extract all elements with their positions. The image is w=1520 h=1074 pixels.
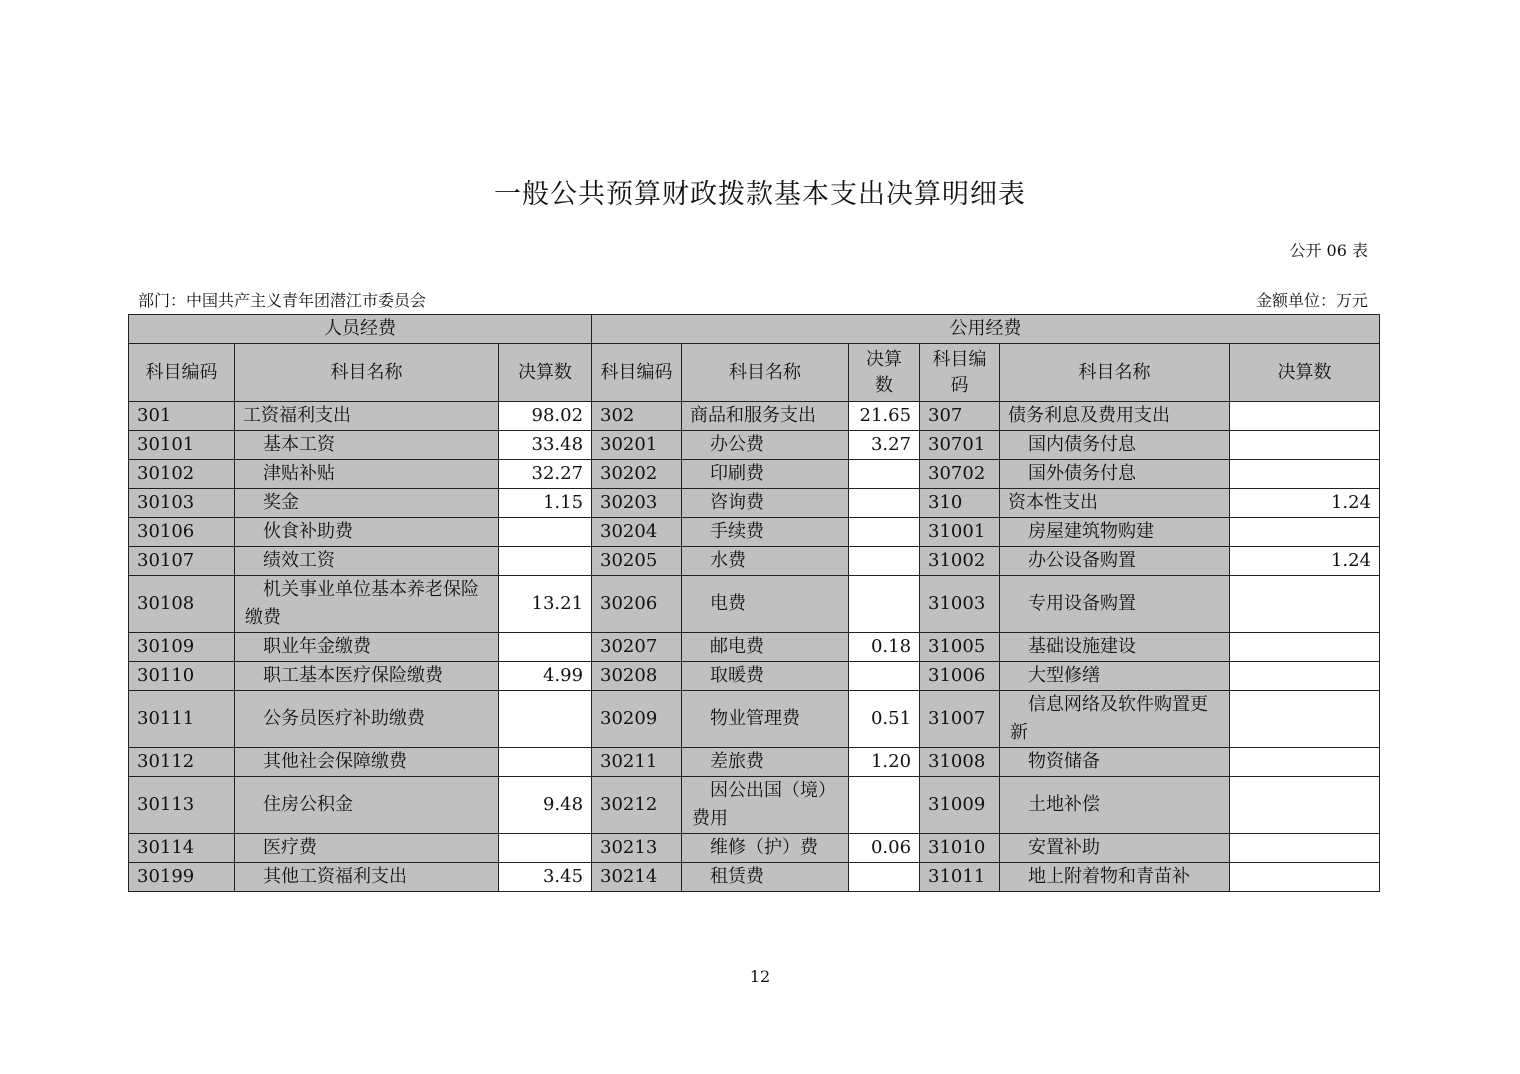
code-cell: 30212	[592, 777, 682, 834]
amount-cell: 0.06	[849, 834, 920, 863]
code-cell: 30112	[129, 748, 235, 777]
amount-cell	[849, 777, 920, 834]
form-number: 公开 06 表	[1289, 241, 1368, 260]
amount-cell	[499, 691, 592, 748]
amount-unit-label: 金额单位：万元	[1255, 291, 1368, 310]
name-cell: 债务利息及费用支出	[1000, 402, 1230, 431]
code-cell: 31002	[920, 547, 1000, 576]
name-cell: 咨询费	[682, 489, 849, 518]
code-cell: 30209	[592, 691, 682, 748]
amount-cell	[849, 489, 920, 518]
code-cell: 30204	[592, 518, 682, 547]
column-header-row	[129, 344, 1380, 402]
code-cell: 30214	[592, 863, 682, 892]
header-amount-3: 决算数	[1230, 344, 1380, 402]
amount-cell: 3.45	[499, 863, 592, 892]
amount-cell	[1230, 863, 1380, 892]
code-cell: 31009	[920, 777, 1000, 834]
code-cell: 31006	[920, 662, 1000, 691]
name-cell: 其他工资福利支出	[235, 863, 499, 892]
amount-cell: 1.24	[1230, 489, 1380, 518]
name-cell: 国外债务付息	[1000, 460, 1230, 489]
amount-cell: 0.18	[849, 633, 920, 662]
table-row	[129, 863, 1380, 892]
name-cell: 基础设施建设	[1000, 633, 1230, 662]
code-cell: 302	[592, 402, 682, 431]
expenditure-table	[128, 314, 1380, 892]
page-number: 12	[749, 967, 771, 986]
amount-cell: 21.65	[849, 402, 920, 431]
code-cell: 31008	[920, 748, 1000, 777]
code-cell: 30207	[592, 633, 682, 662]
code-cell: 30107	[129, 547, 235, 576]
header-code-1: 科目编码	[129, 344, 235, 402]
code-cell: 30103	[129, 489, 235, 518]
code-cell: 30199	[129, 863, 235, 892]
code-cell: 30213	[592, 834, 682, 863]
header-code-2	[592, 344, 682, 402]
code-cell: 30208	[592, 662, 682, 691]
code-cell: 31001	[920, 518, 1000, 547]
name-cell: 邮电费	[682, 633, 849, 662]
code-cell: 30110	[129, 662, 235, 691]
code-cell: 30701	[920, 431, 1000, 460]
amount-cell	[499, 834, 592, 863]
name-cell: 大型修缮	[1000, 662, 1230, 691]
code-cell: 30108	[129, 576, 235, 633]
amount-cell: 0.51	[849, 691, 920, 748]
name-cell: 水费	[682, 547, 849, 576]
code-cell: 30702	[920, 460, 1000, 489]
name-cell: 因公出国（境）费用	[682, 777, 849, 834]
table-row	[129, 547, 1380, 576]
code-cell: 30206	[592, 576, 682, 633]
table-row	[129, 691, 1380, 748]
table-row	[129, 431, 1380, 460]
section-header-row	[129, 315, 1380, 344]
amount-cell	[1230, 431, 1380, 460]
amount-cell	[849, 460, 920, 489]
table-row	[129, 662, 1380, 691]
amount-cell	[849, 863, 920, 892]
name-cell: 医疗费	[235, 834, 499, 863]
amount-cell	[849, 576, 920, 633]
code-cell: 30102	[129, 460, 235, 489]
name-cell: 土地补偿	[1000, 777, 1230, 834]
name-cell: 商品和服务支出	[682, 402, 849, 431]
section-personnel: 人员经费	[129, 315, 592, 344]
amount-cell: 13.21	[499, 576, 592, 633]
name-cell: 办公费	[682, 431, 849, 460]
name-cell: 印刷费	[682, 460, 849, 489]
code-cell: 30106	[129, 518, 235, 547]
name-cell: 职业年金缴费	[235, 633, 499, 662]
name-cell: 公务员医疗补助缴费	[235, 691, 499, 748]
code-cell: 31007	[920, 691, 1000, 748]
name-cell: 奖金	[235, 489, 499, 518]
header-name-3: 科目名称	[1000, 344, 1230, 402]
code-cell: 30201	[592, 431, 682, 460]
table-row	[129, 834, 1380, 863]
name-cell: 绩效工资	[235, 547, 499, 576]
amount-cell: 32.27	[499, 460, 592, 489]
name-cell: 资本性支出	[1000, 489, 1230, 518]
code-cell: 31010	[920, 834, 1000, 863]
table-row	[129, 460, 1380, 489]
amount-cell	[499, 633, 592, 662]
code-cell: 30202	[592, 460, 682, 489]
amount-cell	[499, 518, 592, 547]
amount-cell	[1230, 518, 1380, 547]
name-cell: 安置补助	[1000, 834, 1230, 863]
amount-cell: 4.99	[499, 662, 592, 691]
name-cell: 职工基本医疗保险缴费	[235, 662, 499, 691]
code-cell: 31003	[920, 576, 1000, 633]
amount-cell	[499, 748, 592, 777]
name-cell: 办公设备购置	[1000, 547, 1230, 576]
name-cell: 租赁费	[682, 863, 849, 892]
name-cell: 机关事业单位基本养老保险缴费	[235, 576, 499, 633]
header-code-3	[920, 344, 1000, 402]
code-cell: 30111	[129, 691, 235, 748]
name-cell: 专用设备购置	[1000, 576, 1230, 633]
name-cell: 物业管理费	[682, 691, 849, 748]
amount-cell	[1230, 633, 1380, 662]
amount-cell	[849, 518, 920, 547]
code-cell: 307	[920, 402, 1000, 431]
department-label: 部门：中国共产主义青年团潜江市委员会	[138, 291, 427, 310]
amount-cell	[1230, 834, 1380, 863]
table-row	[129, 633, 1380, 662]
code-cell: 30205	[592, 547, 682, 576]
amount-cell	[849, 662, 920, 691]
name-cell: 维修（护）费	[682, 834, 849, 863]
code-cell: 30101	[129, 431, 235, 460]
name-cell: 信息网络及软件购置更新	[1000, 691, 1230, 748]
amount-cell	[1230, 460, 1380, 489]
name-cell: 国内债务付息	[1000, 431, 1230, 460]
amount-cell: 1.20	[849, 748, 920, 777]
table-row	[129, 489, 1380, 518]
code-cell: 30203	[592, 489, 682, 518]
table-row	[129, 402, 1380, 431]
name-cell: 其他社会保障缴费	[235, 748, 499, 777]
amount-cell: 98.02	[499, 402, 592, 431]
amount-cell	[1230, 691, 1380, 748]
amount-cell	[849, 547, 920, 576]
code-cell: 31011	[920, 863, 1000, 892]
header-amount-1: 决算数	[499, 344, 592, 402]
page-title: 一般公共预算财政拨款基本支出决算明细表	[494, 179, 1026, 210]
amount-cell: 9.48	[499, 777, 592, 834]
amount-cell: 1.15	[499, 489, 592, 518]
name-cell: 房屋建筑物购建	[1000, 518, 1230, 547]
header-name-1: 科目名称	[235, 344, 499, 402]
name-cell: 基本工资	[235, 431, 499, 460]
amount-cell	[1230, 748, 1380, 777]
header-amount-2	[849, 344, 920, 402]
amount-cell	[1230, 576, 1380, 633]
section-public: 公用经费	[592, 315, 1380, 344]
name-cell: 取暖费	[682, 662, 849, 691]
name-cell: 津贴补贴	[235, 460, 499, 489]
table-row	[129, 748, 1380, 777]
amount-cell	[1230, 662, 1380, 691]
header-name-2: 科目名称	[682, 344, 849, 402]
code-cell: 30113	[129, 777, 235, 834]
name-cell: 物资储备	[1000, 748, 1230, 777]
amount-cell: 33.48	[499, 431, 592, 460]
name-cell: 手续费	[682, 518, 849, 547]
table-row	[129, 576, 1380, 633]
table-row	[129, 777, 1380, 834]
amount-cell	[1230, 777, 1380, 834]
code-cell: 30211	[592, 748, 682, 777]
header-code-3-text: 科目编码	[932, 348, 987, 396]
amount-cell: 1.24	[1230, 547, 1380, 576]
name-cell: 住房公积金	[235, 777, 499, 834]
table-row	[129, 518, 1380, 547]
amount-cell: 3.27	[849, 431, 920, 460]
code-cell: 30114	[129, 834, 235, 863]
name-cell: 伙食补助费	[235, 518, 499, 547]
header-code-2-text: 科目编码	[600, 361, 673, 383]
code-cell: 310	[920, 489, 1000, 518]
name-cell: 差旅费	[682, 748, 849, 777]
code-cell: 31005	[920, 633, 1000, 662]
name-cell: 电费	[682, 576, 849, 633]
amount-cell	[499, 547, 592, 576]
code-cell: 301	[129, 402, 235, 431]
name-cell: 地上附着物和青苗补	[1000, 863, 1230, 892]
header-amount-2-text: 决算数	[866, 348, 903, 396]
amount-cell	[1230, 402, 1380, 431]
name-cell: 工资福利支出	[235, 402, 499, 431]
code-cell: 30109	[129, 633, 235, 662]
